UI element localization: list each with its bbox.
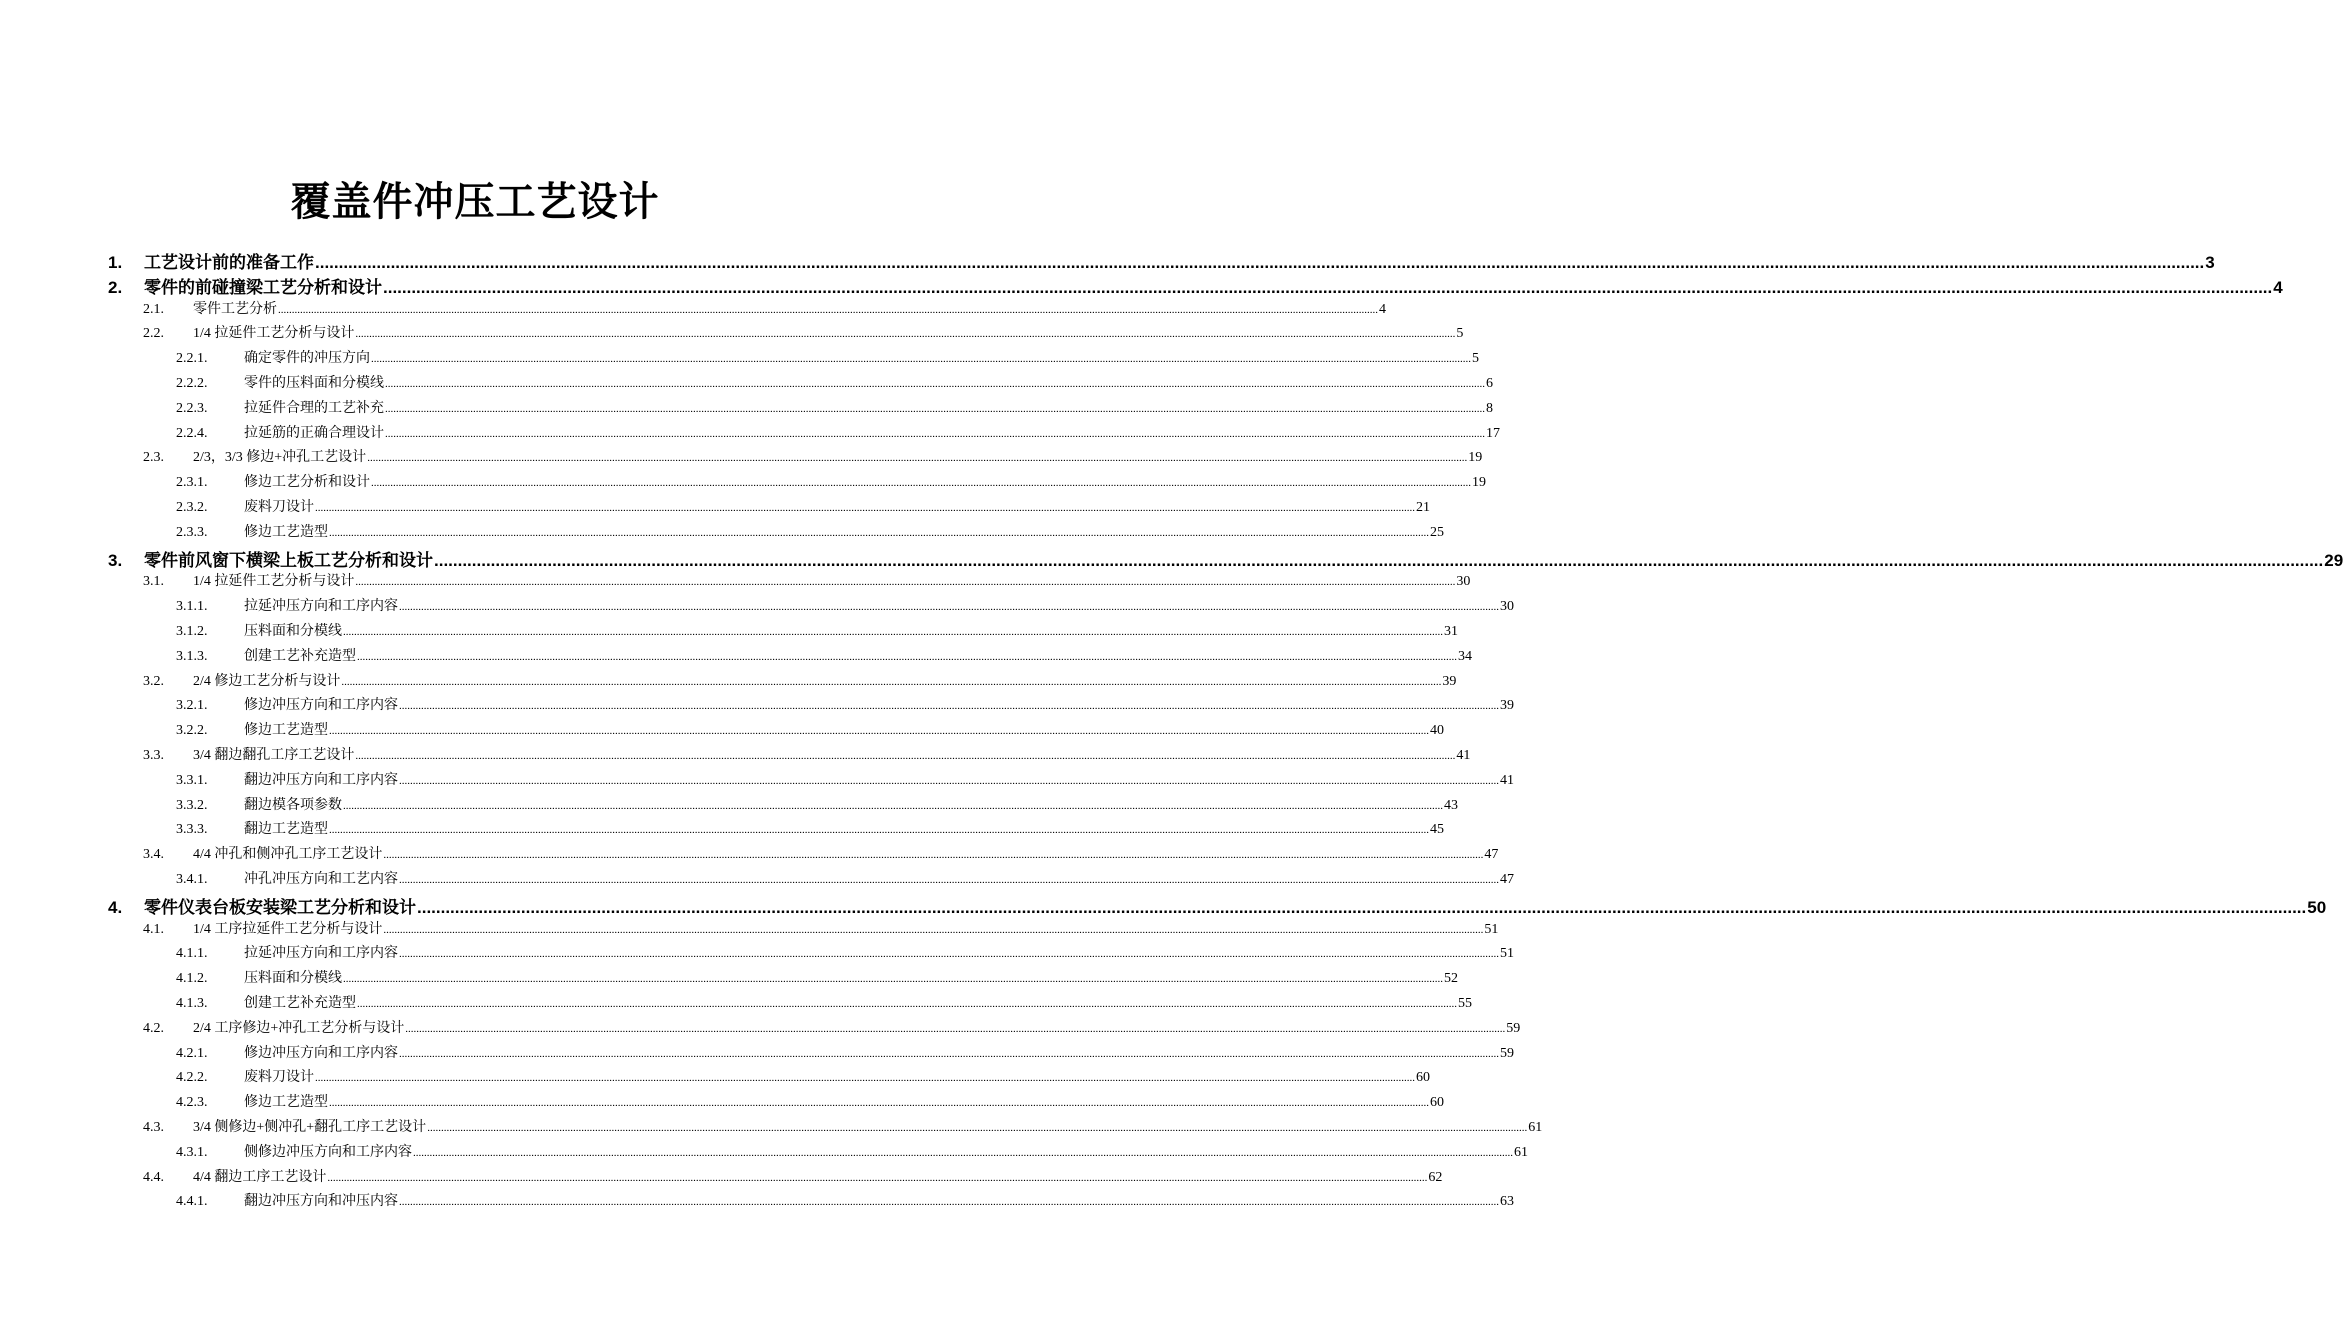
toc-entry-2[interactable]: [108, 273, 2283, 297]
toc-entry-3-3[interactable]: [143, 744, 1471, 768]
toc-dot-leader: ................................................................................................................................................................................................................................................................................................................................................................................................................: [385, 427, 1485, 440]
toc-entry-title: 压料面和分模线: [244, 971, 342, 987]
toc-dot-leader: ................................................................................................................................................................................................................................................................................................................................................................................................................: [355, 576, 1456, 589]
toc-entry-page-number: 25: [1430, 524, 1444, 540]
toc-entry-page-number: 61: [1514, 1144, 1528, 1160]
toc-entry-title: 创建工艺补充造型: [244, 996, 356, 1011]
toc-entry-page-number: 4: [1379, 301, 1386, 317]
toc-entry-title: 拉延筋的正确合理设计: [244, 425, 384, 441]
toc-entry-title: 1/4 工序拉延件工艺分析与设计: [193, 921, 383, 937]
toc-entry-number: 2.3.: [143, 450, 164, 466]
toc-dot-leader: ................................................................................................................................................................................................................................................................................................................................................................................................................: [367, 452, 1468, 465]
toc-entry-2-3-3[interactable]: [176, 521, 1444, 545]
toc-entry-page-number: 51: [1484, 921, 1499, 937]
toc-entry-title: 确定零件的冲压方向: [244, 351, 370, 367]
toc-entry-number: 4.2.1.: [176, 1045, 208, 1061]
toc-entry-number: 3.: [108, 550, 123, 570]
toc-dot-leader: ................................................................................................................................................................................................................................................................................................................................................................................................................: [399, 1047, 1499, 1060]
toc-entry-4-2-2[interactable]: [176, 1066, 1430, 1090]
toc-entry-3-1-3[interactable]: [176, 645, 1472, 669]
toc-entry-number: 2.2.1.: [176, 351, 208, 367]
toc-dot-leader: ................................................................................................................................................................................................................................................................................................................................................................................................................: [385, 402, 1485, 415]
toc-entry-number: 4.1.: [143, 921, 164, 937]
toc-dot-leader: ................................................................................................................................................................................................................................................................................................................................................................................................................: [357, 998, 1457, 1010]
toc-entry-number: 3.1.1.: [176, 599, 208, 615]
toc-entry-title: 拉延冲压方向和工序内容: [244, 599, 398, 615]
toc-entry-number: 3.3.3.: [176, 822, 208, 838]
toc-dot-leader: ................................................................................................................................................................................................................................................................................................................................................................................................................: [399, 948, 1499, 961]
toc-entry-page-number: 5: [1456, 326, 1464, 342]
toc-entry-title: 废料刀设计: [244, 500, 314, 515]
toc-entry-4-2-3[interactable]: [176, 1091, 1444, 1115]
toc-entry-number: 2.3.1.: [176, 475, 208, 491]
toc-entry-number: 4.4.1.: [176, 1194, 208, 1210]
toc-entry-number: 2.2.3.: [176, 400, 208, 416]
toc-entry-number: 3.3.: [143, 748, 164, 763]
toc-entry-page-number: 31: [1444, 624, 1458, 639]
toc-dot-leader: ................................................................................................................................................................................................................................................................................................................................................................................................................: [383, 849, 1484, 862]
toc-entry-title: 修边冲压方向和工序内容: [244, 698, 398, 714]
toc-dot-leader: ................................................................................................................................................................................................................................................................................................................................................................................................................: [399, 774, 1499, 787]
toc-entry-page-number: 63: [1500, 1194, 1514, 1210]
toc-entry-3-1[interactable]: [143, 570, 1471, 594]
toc-entry-page-number: 4: [2273, 277, 2283, 297]
toc-dot-leader: ................................................................................................................................................................................................................................................................................................................................................................................................................: [278, 303, 1378, 316]
toc-entry-4-1-1[interactable]: [176, 942, 1514, 966]
toc-entry-title: 压料面和分模线: [244, 624, 342, 639]
toc-entry-4-1-3[interactable]: [176, 992, 1472, 1016]
toc-entry-3-4-1[interactable]: [176, 868, 1514, 892]
toc-dot-leader: ................................................................................................................................................................................................................................................................................................................................................................................................................: [355, 328, 1456, 341]
toc-entry-title: 创建工艺补充造型: [244, 648, 356, 664]
toc-entry-title: 废料刀设计: [244, 1070, 314, 1086]
toc-entry-page-number: 60: [1430, 1095, 1444, 1111]
toc-entry-4-4[interactable]: [143, 1166, 1443, 1190]
toc-entry-title: 翻边工艺造型: [244, 822, 328, 838]
toc-entry-page-number: 21: [1416, 500, 1430, 515]
toc-entry-3-3-1[interactable]: [176, 769, 1514, 793]
toc-entry-3-3-2[interactable]: [176, 794, 1458, 818]
toc-entry-page-number: 6: [1486, 376, 1493, 391]
toc-dot-leader: ................................................................................................................................................................................................................................................................................................................................................................................................................: [343, 799, 1443, 812]
toc-entry-page-number: 5: [1472, 351, 1479, 367]
toc-entry-title: 零件工艺分析: [193, 301, 277, 317]
toc-entry-number: 4.1.2.: [176, 971, 208, 987]
toc-entry-title: 零件仪表台板安装梁工艺分析和设计: [144, 897, 416, 917]
toc-dot-leader: ................................................................................................................................................................................................................................................................................................................................................................................................................: [405, 1022, 1506, 1035]
toc-dot-leader: ................................................................................................................................................................................................................................................................................................................................................................................................................: [329, 824, 1429, 837]
toc-entry-title: 工艺设计前的准备工作: [144, 253, 314, 272]
toc-entry-number: 2.: [108, 277, 123, 297]
toc-entry-page-number: 30: [1456, 574, 1471, 590]
toc-entry-4-2-1[interactable]: [176, 1042, 1514, 1066]
toc-entry-number: 2.1.: [143, 301, 164, 317]
toc-entry-1[interactable]: [108, 248, 2215, 272]
toc-entry-title: 2/4 修边工艺分析与设计: [193, 673, 341, 689]
toc-entry-number: 3.2.: [143, 673, 164, 689]
toc-dot-leader: ................................................................................................................................................................................................................................................................................................................................................................................................................: [315, 1072, 1415, 1085]
toc-dot-leader: ................................................................................................................................................................................................................................................................................................................................................................................................................: [383, 923, 1484, 936]
toc-entry-number: 4.1.3.: [176, 996, 208, 1011]
toc-entry-title: 1/4 拉延件工艺分析与设计: [193, 326, 355, 342]
toc-entry-page-number: 34: [1458, 648, 1472, 664]
toc-entry-title: 冲孔冲压方向和工艺内容: [244, 872, 398, 887]
toc-entry-number: 3.2.1.: [176, 698, 208, 714]
toc-entry-number: 3.4.: [143, 847, 164, 863]
toc-dot-leader: ................................................................................................................................................................................................................................................................................................................................................................................................................: [413, 1146, 1513, 1159]
toc-entry-3-4[interactable]: [143, 843, 1499, 867]
toc-entry-title: 拉延件合理的工艺补充: [244, 400, 384, 416]
toc-entry-4-3[interactable]: [143, 1116, 1543, 1140]
toc-dot-leader: ................................................................................................................................................................................................................................................................................................................................................................................................................: [399, 1196, 1499, 1209]
toc-entry-2-1[interactable]: [143, 298, 1386, 322]
toc-entry-number: 2.2.: [143, 326, 164, 342]
toc-entry-title: 修边工艺造型: [244, 1095, 328, 1111]
toc-entry-title: 零件的前碰撞梁工艺分析和设计: [144, 277, 382, 297]
toc-entry-number: 1.: [108, 253, 123, 272]
toc-entry-3-1-2[interactable]: [176, 620, 1458, 644]
toc-entry-page-number: 17: [1486, 425, 1500, 441]
toc-dot-leader: ................................................................................................................................................................................................................................................................................................................................................................................................................: [329, 725, 1429, 738]
toc-entry-page-number: 41: [1456, 748, 1471, 763]
toc-entry-title: 零件的压料面和分模线: [244, 376, 384, 391]
toc-entry-title: 修边工艺造型: [244, 723, 328, 739]
toc-entry-number: 4.2.: [143, 1020, 164, 1036]
toc-entry-3-3-3[interactable]: [176, 818, 1444, 842]
toc-entry-page-number: 43: [1444, 797, 1458, 813]
toc-dot-leader: ................................................................................................................................................................................................................................................................................................................................................................................................................: [329, 526, 1429, 539]
toc-entry-page-number: 40: [1430, 723, 1444, 739]
toc-entry-title: 修边工艺造型: [244, 524, 328, 540]
toc-entry-number: 2.2.2.: [176, 376, 208, 391]
toc-entry-page-number: 50: [2307, 897, 2327, 917]
toc-entry-title: 2/3，3/3 修边+冲孔工艺设计: [193, 450, 367, 466]
toc-entry-3-2[interactable]: [143, 670, 1457, 694]
toc-entry-page-number: 55: [1458, 996, 1472, 1011]
toc-dot-leader: ................................................................................................................................................................................................................................................................................................................................................................................................................: [315, 502, 1415, 514]
toc-entry-number: 4.2.3.: [176, 1095, 208, 1111]
toc-entry-number: 3.2.2.: [176, 723, 208, 739]
toc-dot-leader: ................................................................................................................................................................................................................................................................................................................................................................................................................: [417, 897, 2307, 917]
toc-entry-page-number: 59: [1506, 1020, 1521, 1036]
toc-entry-number: 3.1.3.: [176, 648, 208, 664]
toc-entry-3-2-1[interactable]: [176, 694, 1514, 718]
toc-entry-page-number: 39: [1500, 698, 1514, 714]
toc-entry-3[interactable]: [108, 546, 2343, 570]
toc-entry-title: 1/4 拉延件工艺分析与设计: [193, 574, 355, 590]
toc-entry-2-3-1[interactable]: [176, 471, 1486, 495]
toc-entry-4-4-1[interactable]: [176, 1190, 1514, 1214]
toc-entry-title: 修边冲压方向和工序内容: [244, 1045, 398, 1061]
toc-dot-leader: ................................................................................................................................................................................................................................................................................................................................................................................................................: [343, 626, 1443, 638]
toc-dot-leader: ................................................................................................................................................................................................................................................................................................................................................................................................................: [329, 1097, 1429, 1110]
toc-dot-leader: ................................................................................................................................................................................................................................................................................................................................................................................................................: [357, 650, 1457, 663]
page-title: 覆盖件冲压工艺设计: [290, 178, 660, 225]
toc-dot-leader: ................................................................................................................................................................................................................................................................................................................................................................................................................: [315, 253, 2205, 272]
toc-entry-page-number: 41: [1500, 772, 1514, 788]
toc-entry-page-number: 60: [1416, 1070, 1430, 1086]
toc-dot-leader: ................................................................................................................................................................................................................................................................................................................................................................................................................: [371, 353, 1471, 366]
toc-entry-2-2-3[interactable]: [176, 397, 1493, 421]
toc-entry-page-number: 19: [1472, 475, 1486, 491]
toc-entry-title: 4/4 冲孔和侧冲孔工序工艺设计: [193, 847, 383, 863]
toc-dot-leader: ................................................................................................................................................................................................................................................................................................................................................................................................................: [399, 601, 1499, 614]
toc-entry-number: 4.2.2.: [176, 1070, 208, 1086]
toc-entry-title: 侧修边冲压方向和工序内容: [244, 1144, 412, 1160]
toc-entry-4-2[interactable]: [143, 1017, 1521, 1041]
toc-entry-title: 翻边模各项参数: [244, 797, 342, 813]
toc-entry-number: 3.3.2.: [176, 797, 208, 813]
toc-entry-page-number: 47: [1500, 872, 1514, 887]
toc-dot-leader: ................................................................................................................................................................................................................................................................................................................................................................................................................: [399, 874, 1499, 886]
toc-dot-leader: ................................................................................................................................................................................................................................................................................................................................................................................................................: [427, 1122, 1528, 1134]
toc-entry-4-3-1[interactable]: [176, 1141, 1528, 1165]
toc-entry-4-1-2[interactable]: [176, 967, 1458, 991]
toc-entry-page-number: 29: [2324, 550, 2343, 570]
toc-entry-number: 4.1.1.: [176, 946, 208, 962]
toc-entry-page-number: 62: [1428, 1169, 1443, 1185]
toc-dot-leader: ................................................................................................................................................................................................................................................................................................................................................................................................................: [383, 277, 2273, 297]
toc-entry-3-1-1[interactable]: [176, 595, 1514, 619]
toc-entry-number: 4.4.: [143, 1169, 164, 1185]
toc-entry-page-number: 39: [1442, 673, 1457, 689]
toc-entry-number: 3.1.2.: [176, 624, 208, 639]
toc-dot-leader: ................................................................................................................................................................................................................................................................................................................................................................................................................: [385, 378, 1485, 390]
toc-entry-title: 零件前风窗下横梁上板工艺分析和设计: [144, 550, 433, 570]
toc-entry-number: 4.3.1.: [176, 1144, 208, 1160]
toc-entry-page-number: 52: [1444, 971, 1458, 987]
toc-entry-page-number: 3: [2205, 253, 2215, 272]
toc-dot-leader: ................................................................................................................................................................................................................................................................................................................................................................................................................: [434, 550, 2324, 570]
toc-entry-3-2-2[interactable]: [176, 719, 1444, 743]
toc-entry-page-number: 19: [1468, 450, 1483, 466]
toc-entry-title: 4/4 翻边工序工艺设计: [193, 1169, 327, 1185]
toc-dot-leader: ................................................................................................................................................................................................................................................................................................................................................................................................................: [341, 675, 1442, 688]
toc-entry-2-2-4[interactable]: [176, 422, 1500, 446]
toc-entry-number: 4.: [108, 897, 123, 917]
toc-entry-title: 翻边冲压方向和冲压内容: [244, 1194, 398, 1210]
toc-entry-number: 2.3.2.: [176, 500, 208, 515]
toc-entry-2-2[interactable]: [143, 322, 1464, 346]
toc-entry-2-2-1[interactable]: [176, 347, 1479, 371]
toc-entry-page-number: 45: [1430, 822, 1444, 838]
toc-dot-leader: ................................................................................................................................................................................................................................................................................................................................................................................................................: [371, 477, 1471, 490]
toc-entry-page-number: 47: [1484, 847, 1499, 863]
toc-entry-title: 翻边冲压方向和工序内容: [244, 772, 398, 788]
toc-dot-leader: ................................................................................................................................................................................................................................................................................................................................................................................................................: [399, 700, 1499, 713]
toc-entry-page-number: 51: [1500, 946, 1514, 962]
toc-entry-number: 3.4.1.: [176, 872, 208, 887]
toc-entry-number: 3.3.1.: [176, 772, 208, 788]
toc-entry-page-number: 8: [1486, 400, 1493, 416]
toc-entry-page-number: 30: [1500, 599, 1514, 615]
toc-entry-title: 3/4 侧修边+侧冲孔+翻孔工序工艺设计: [193, 1120, 427, 1135]
toc-entry-title: 修边工艺分析和设计: [244, 475, 370, 491]
toc-entry-page-number: 59: [1500, 1045, 1514, 1061]
toc-entry-2-2-2[interactable]: [176, 372, 1493, 396]
toc-entry-title: 拉延冲压方向和工序内容: [244, 946, 398, 962]
toc-entry-page-number: 61: [1528, 1120, 1543, 1135]
toc-entry-title: 3/4 翻边翻孔工序工艺设计: [193, 748, 355, 763]
toc-dot-leader: ................................................................................................................................................................................................................................................................................................................................................................................................................: [343, 973, 1443, 986]
toc-dot-leader: ................................................................................................................................................................................................................................................................................................................................................................................................................: [355, 750, 1456, 762]
toc-entry-title: 2/4 工序修边+冲孔工艺分析与设计: [193, 1020, 405, 1036]
toc-entry-4-1[interactable]: [143, 918, 1499, 942]
toc-entry-number: 3.1.: [143, 574, 164, 590]
toc-dot-leader: ................................................................................................................................................................................................................................................................................................................................................................................................................: [327, 1171, 1428, 1184]
toc-entry-2-3-2[interactable]: [176, 496, 1430, 520]
toc-entry-4[interactable]: [108, 893, 2327, 917]
toc-entry-2-3[interactable]: [143, 446, 1483, 470]
toc-entry-number: 2.2.4.: [176, 425, 208, 441]
toc-entry-number: 4.3.: [143, 1120, 164, 1135]
toc-entry-number: 2.3.3.: [176, 524, 208, 540]
